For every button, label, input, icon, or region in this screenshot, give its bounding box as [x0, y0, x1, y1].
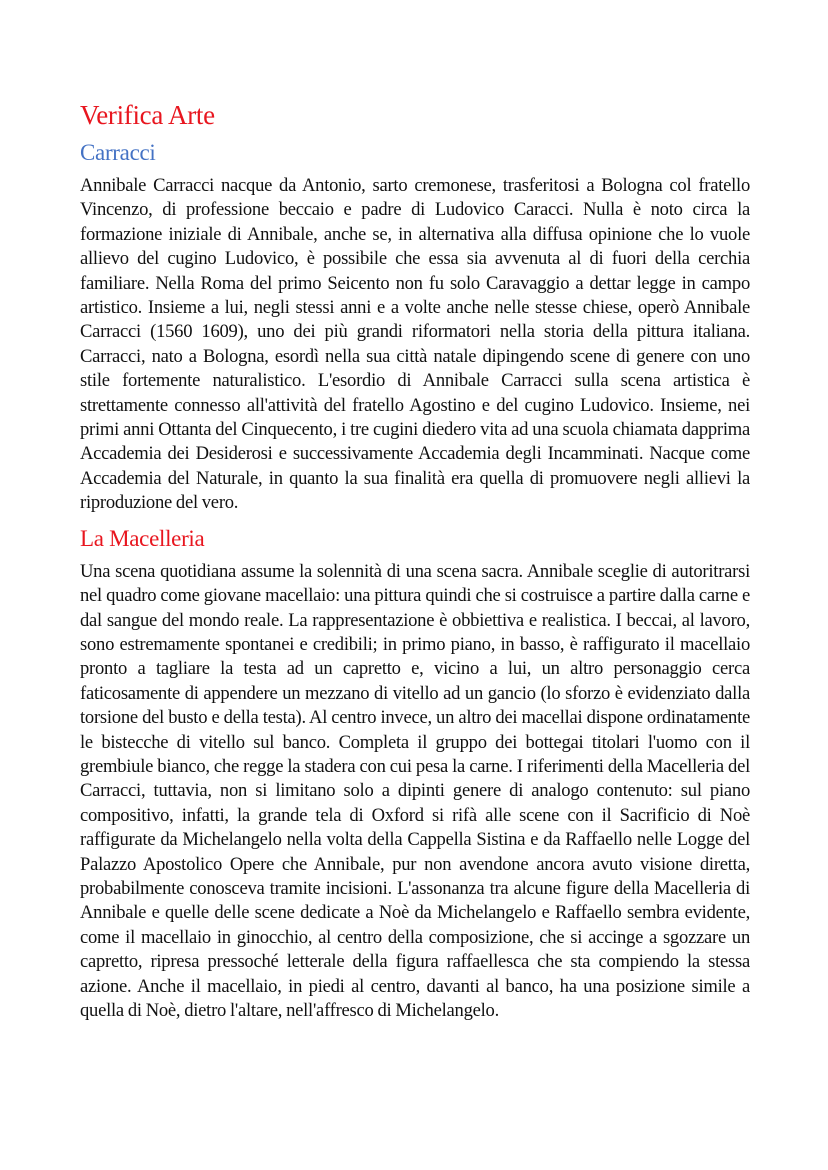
- section-heading-la-macelleria: La Macelleria: [80, 525, 205, 551]
- document-title: Verifica Arte: [80, 100, 215, 130]
- section-carracci: [80, 138, 750, 516]
- section-la-macelleria: [80, 524, 750, 1024]
- paragraph-carracci: Annibale Carracci nacque da Antonio, sarto cremonese, trasferitosi a Bologna col fratello Vincenzo, di professione beccaio e padre di Ludovico Caracci. Nulla è noto circa la formazione iniziale di Annibale, anche se, in alternativa alla diffusa opinione che lo vuole allievo del cugino Ludovico, è possibile che essa sia avvenuta al di fuori della cerchia familiare. Nella Roma del primo Seicento non fu solo Caravaggio a dettar legge in campo artistico. Insieme a lui, negli stessi anni e a volte anche nelle stesse chiese, operò Annibale Carracci (1560 1609), uno dei più grandi riformatori nella storia della pittura italiana. Carracci, nato a Bologna, esordì nella sua città natale dipingendo scene di genere con uno stile fortemente naturalistico. L'esordio di Annibale Carracci sulla scena artistica è strettamente connesso all'attività del fratello Agostino e del cugino Ludovico. Insieme, nei primi anni Ottanta del Cinquecento, i tre cugini diedero vita ad una scuola chiamata dapprima Accademia dei Desiderosi e successivamente Accademia degli Incamminati. Nacque come Accademia del Naturale, in quanto la sua finalità era quella di promuovere negli allievi la riproduzione del vero.: [80, 175, 750, 514]
- paragraph-la-macelleria: Una scena quotidiana assume la solennità di una scena sacra. Annibale sceglie di autoritrarsi nel quadro come giovane macellaio: una pittura quindi che si costruisce a partire dalla carne e dal sangue del mondo reale. La rappresentazione è obbiettiva e realistica. I beccai, al lavoro, sono estremamente spontanei e credibili; in primo piano, in basso, è raffigurato il macellaio pronto a tagliare la testa ad un capretto e, vicino a lui, un altro personaggio cerca faticosamente di appendere un mezzano di vitello ad un gancio (lo sforzo è evidenziato dalla torsione del busto e della testa). Al centro invece, un altro dei macellai dispone ordinatamente le bistecche di vitello sul banco. Completa il gruppo dei bottegai titolari l'uomo con il grembiule bianco, che regge la stadera con cui pesa la carne. I riferimenti della Macelleria del Carracci, tuttavia, non si limitano solo a dipinti genere di analogo contenuto: sul piano compositivo, infatti, la grande tela di Oxford si rifà alle scene con il Sacrificio di Noè raffigurate da Michelangelo nella volta della Cappella Sistina e da Raffaello nelle Logge del Palazzo Apostolico Opere che Annibale, pur non avendone ancora avuto visione diretta, probabilmente conosceva tramite incisioni. L'assonanza tra alcune figure della Macelleria di Annibale e quelle delle scene dedicate a Noè da Michelangelo e Raffaello sembra evidente, come il macellaio in ginocchio, al centro della composizione, che si accinge a sgozzare un capretto, ripresa pressoché letterale della figura raffaellesca che sta compiendo la stessa azione. Anche il macellaio, in piedi al centro, davanti al banco, ha una posizione simile a quella di Noè, dietro l'altare, nell'affresco di Michelangelo.: [80, 560, 750, 1021]
- document-page: [80, 98, 750, 1031]
- section-heading-carracci: Carracci: [80, 140, 156, 165]
